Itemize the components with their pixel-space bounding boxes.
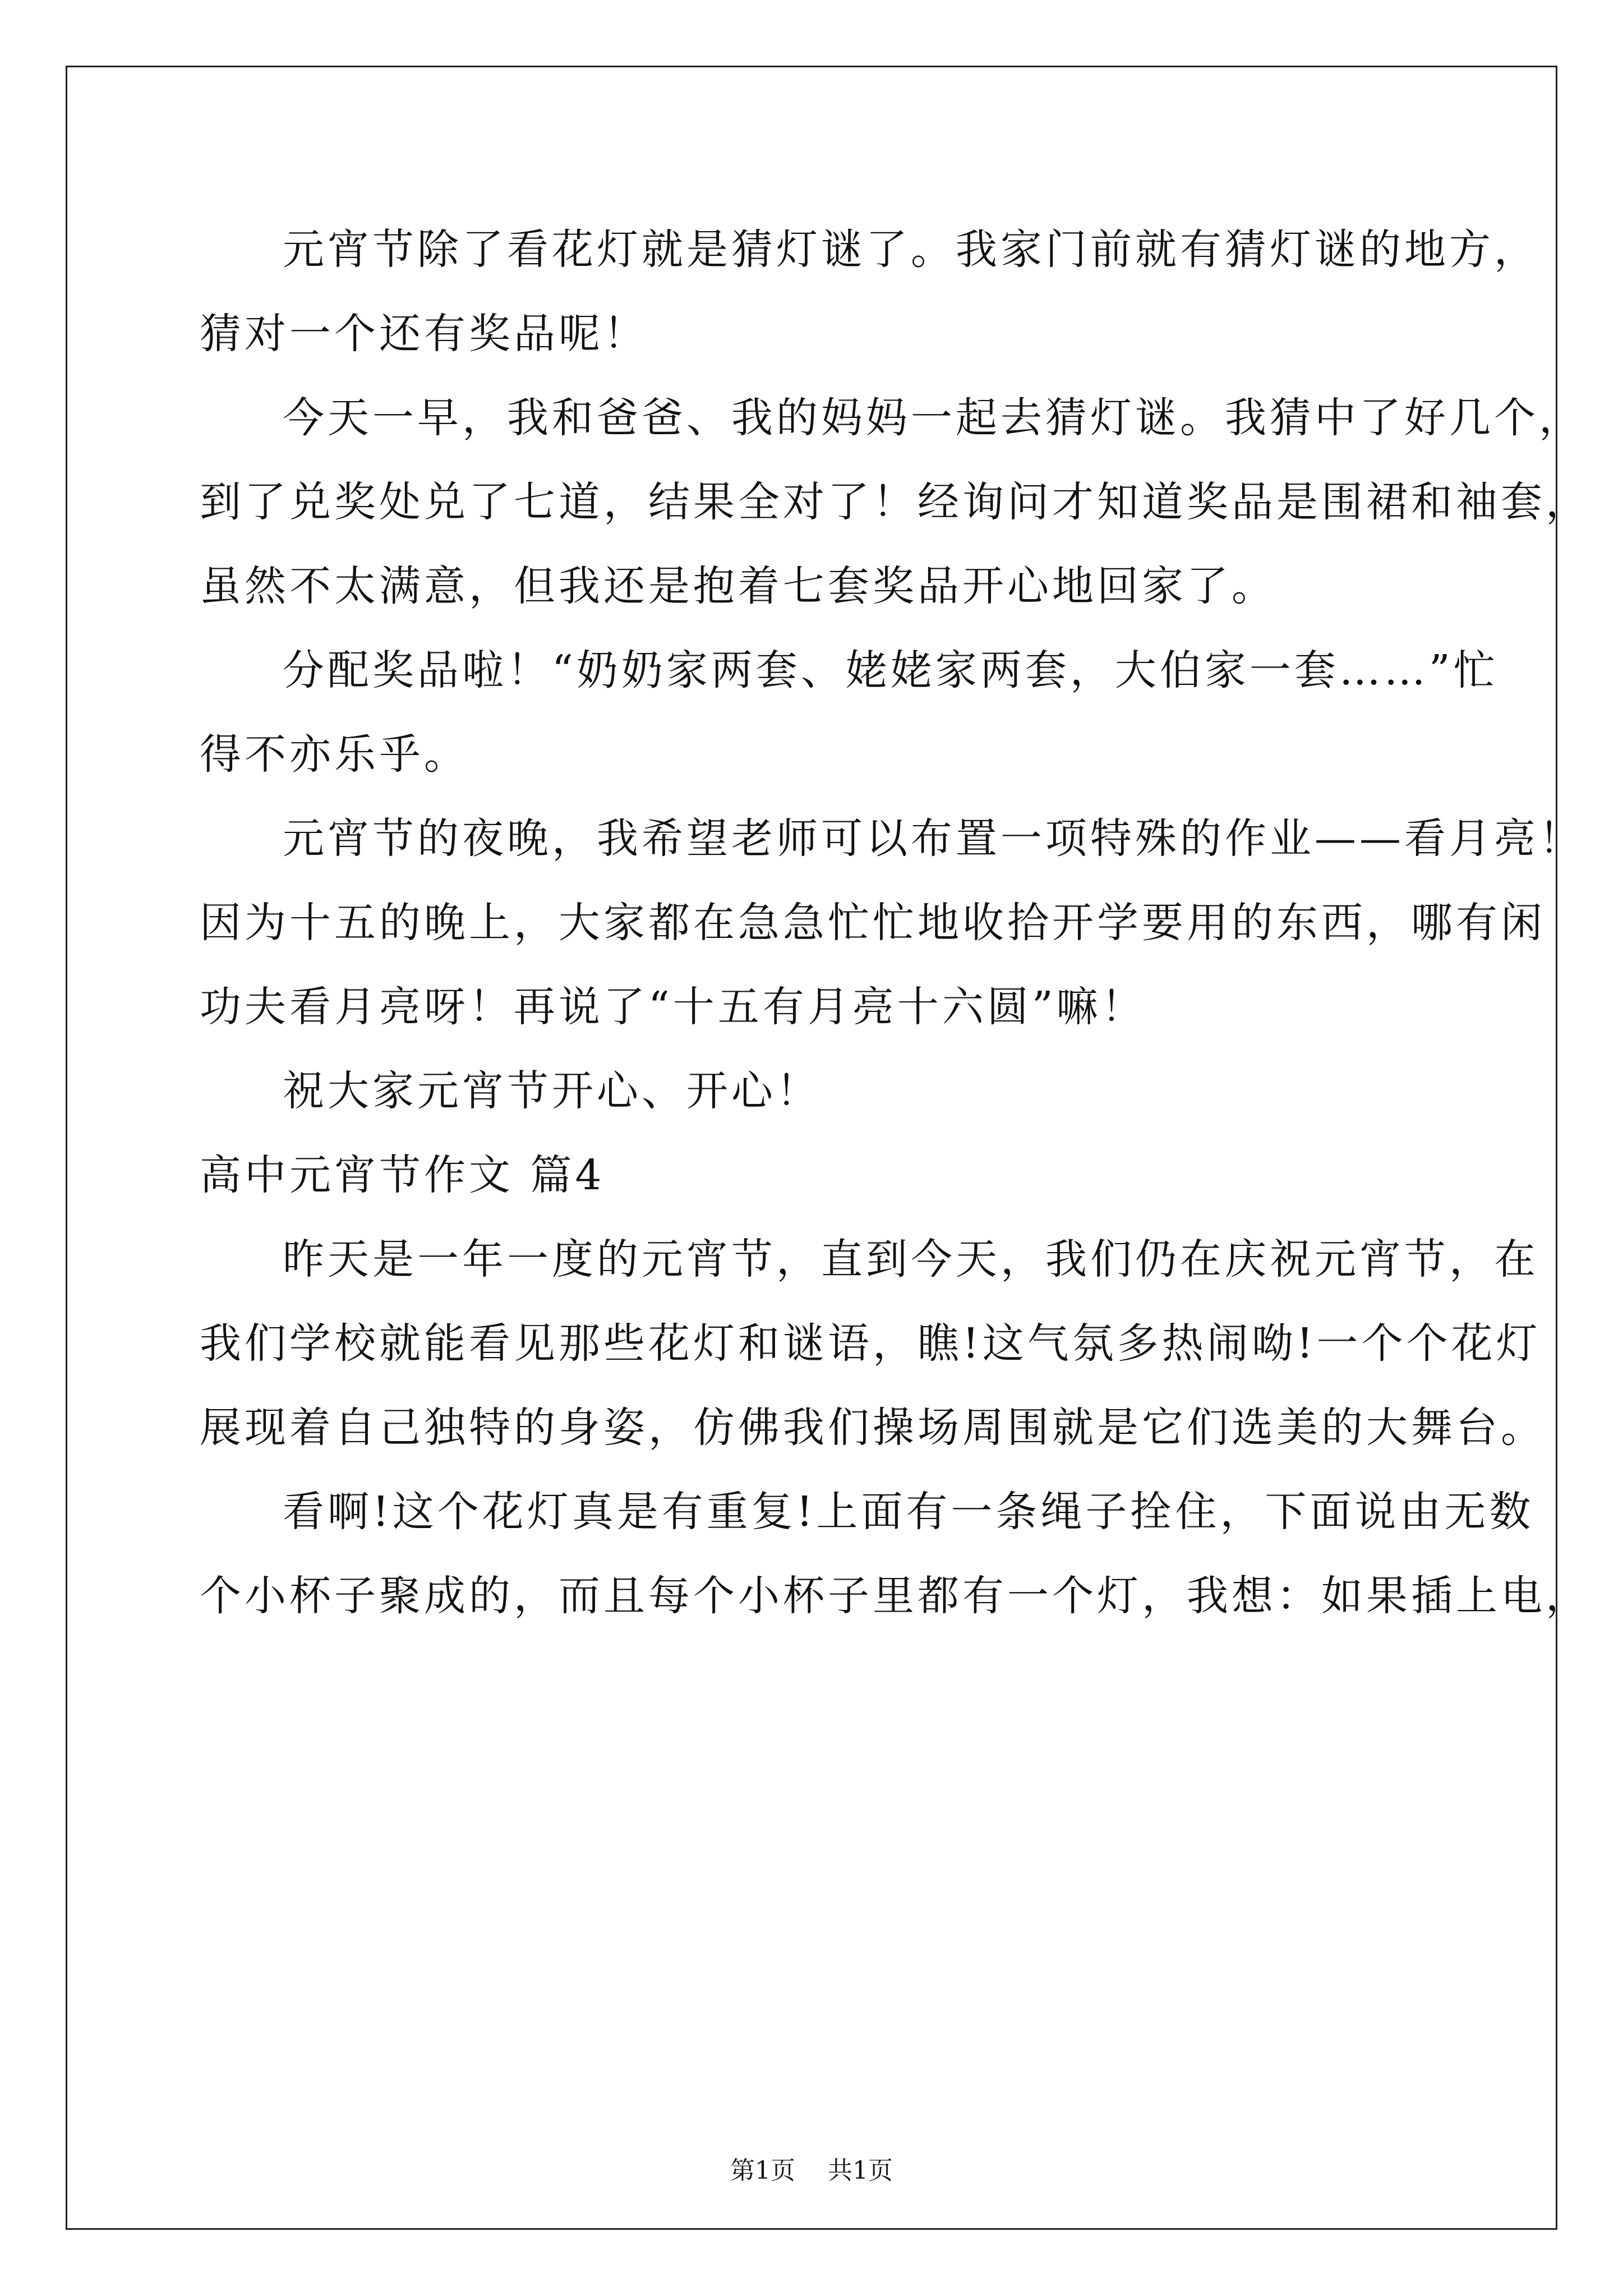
document-body [200, 208, 1590, 1638]
text-line: 到了兑奖处兑了七道，结果全对了！经询问才知道奖品是围裙和袖套， [200, 478, 1590, 526]
text-line: 昨天是一年一度的元宵节，直到今天，我们仍在庆祝元宵节，在 [283, 1235, 1539, 1283]
text-line: 祝大家元宵节开心、开心！ [283, 1067, 821, 1115]
page-number-total: 共1页 [828, 2156, 893, 2185]
text-line: 今天一早，我和爸爸、我的妈妈一起去猜灯谜。我猜中了好几个， [283, 394, 1584, 442]
text-line: 元宵节除了看花灯就是猜灯谜了。我家门前就有猜灯谜的地方， [283, 226, 1539, 274]
text-line: 猜对一个还有奖品呢！ [200, 310, 648, 358]
section-heading: 高中元宵节作文 篇4 [200, 1151, 605, 1199]
text-line: 得不亦乐乎。 [200, 730, 469, 779]
text-line: 个小杯子聚成的，而且每个小杯子里都有一个灯，我想：如果插上电， [200, 1572, 1590, 1620]
text-line: 因为十五的晚上，大家都在急急忙忙地收拾开学要用的东西，哪有闲 [200, 899, 1546, 947]
text-line: 展现着自己独特的身姿，仿佛我们操场周围就是它们选美的大舞台。 [200, 1404, 1546, 1452]
page-number-current: 第1页 [730, 2156, 795, 2185]
text-line: 分配奖品啦！“奶奶家两套、姥姥家两套，大伯家一套……”忙 [283, 646, 1498, 694]
page-footer [0, 2154, 1623, 2188]
text-line: 看啊!这个花灯真是有重复!上面有一条绳子拴住，下面说由无数 [283, 1488, 1534, 1536]
text-line: 功夫看月亮呀！再说了“十五有月亮十六圆”嘛！ [200, 983, 1146, 1031]
text-line: 元宵节的夜晚，我希望老师可以布置一项特殊的作业——看月亮！ [283, 815, 1584, 863]
text-line: 虽然不太满意，但我还是抱着七套奖品开心地回家了。 [200, 562, 1276, 610]
text-line: 我们学校就能看见那些花灯和谜语，瞧!这气氛多热闹呦!一个个花灯 [200, 1319, 1541, 1368]
